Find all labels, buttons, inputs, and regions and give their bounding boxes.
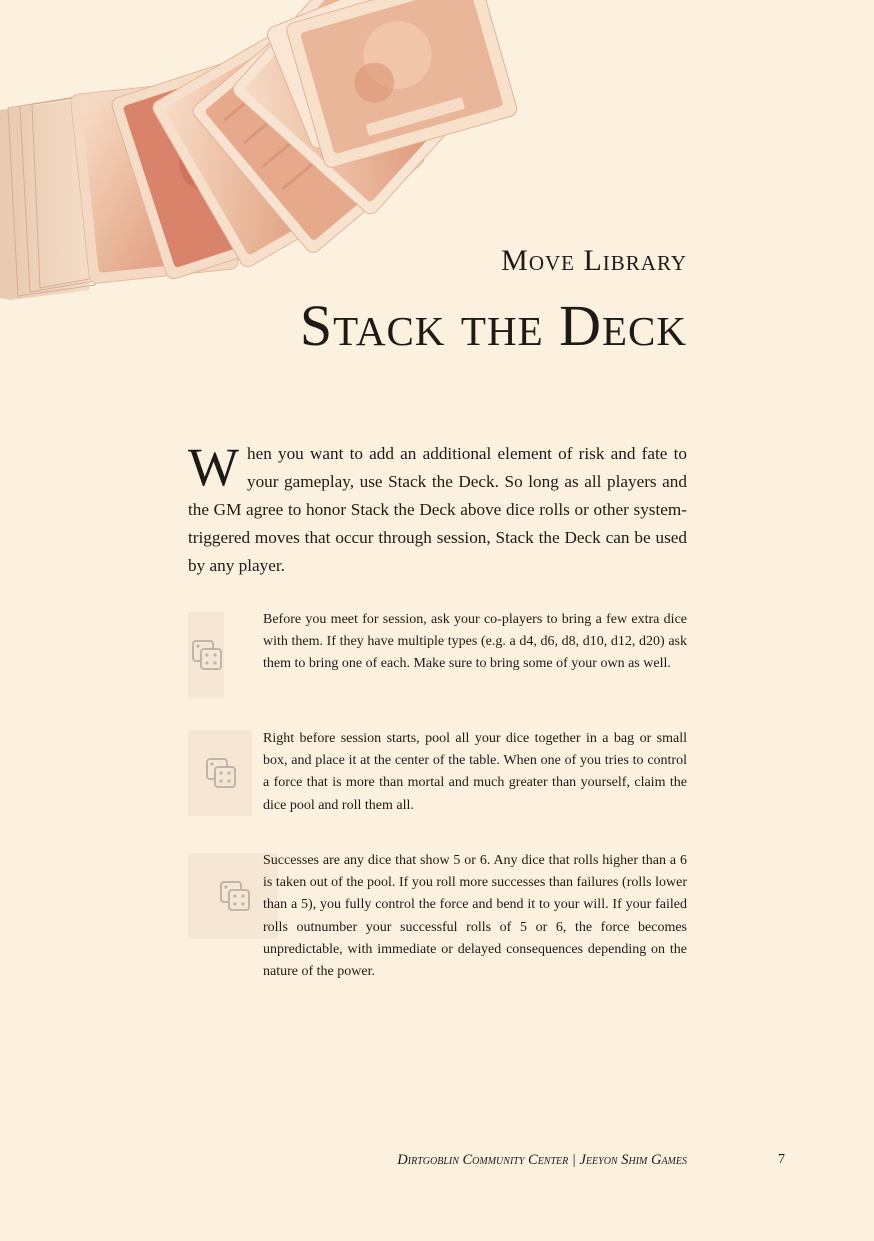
step-text: Before you meet for session, ask your co-players to bring a few extra dice with them. If they have multiple types (e.g. a d4, d6, d8, d10, d12, d20) ask them to bring one of each. Make sure to bring some of your own as well. [263, 612, 687, 672]
page-title: Stack the Deck [299, 293, 687, 358]
intro-paragraph [188, 437, 687, 580]
step-text: Successes are any dice that show 5 or 6. Any dice that rolls higher than a 6 is taken out of the pool. If you roll more successes than failures (rolls lower than a 5), you fully control the force and bend it to your will. If your failed rolls outnumber your successful rolls of 5 or 6, the force becomes unpredictable, with immediate or delayed consequences depending on the nature of the power. [263, 853, 687, 980]
dice-icon [205, 757, 237, 789]
intro-text: hen you want to add an additional element of risk and fate to your gameplay, use Stack the Deck. So long as all players and the GM agree to honor Stack the Deck above dice rolls or other system-triggered moves that occur through session, Stack the Deck can be used by any player. [188, 444, 687, 575]
drop-cap: W [188, 437, 239, 497]
footer-credit: Dirtgoblin Community Center | Jeeyon Shim Games [397, 1152, 687, 1168]
dice-icon [219, 880, 251, 912]
page-number: 7 [778, 1152, 785, 1167]
section-label: Move Library [501, 244, 687, 277]
dice-icon [191, 639, 223, 671]
step-text: Right before session starts, pool all your dice together in a bag or small box, and place it at the center of the table. When one of you tries to control a force that is more than mortal and much greater than yourself, claim the dice pool and roll them all. [263, 731, 687, 813]
tarot-cards-illustration [0, 0, 560, 310]
